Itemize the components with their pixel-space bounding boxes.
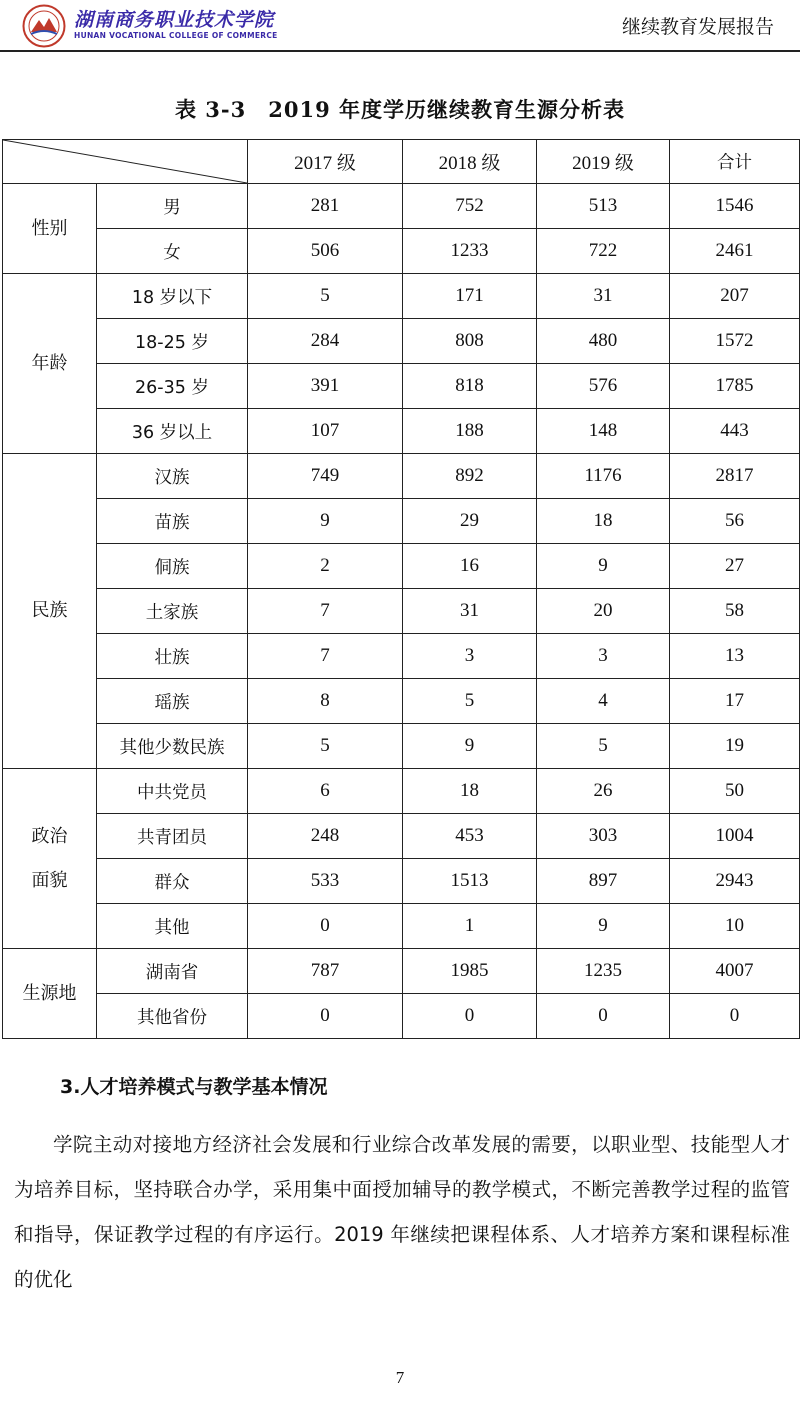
value-cell: 9: [537, 544, 670, 589]
value-cell: 31: [403, 589, 537, 634]
table-row: [3, 499, 800, 544]
value-cell: 897: [537, 859, 670, 904]
value-cell: 5: [248, 724, 403, 769]
group-label: 性别: [31, 217, 68, 239]
value-cell: 752: [403, 184, 537, 229]
table-row: [3, 364, 800, 409]
value-cell: 1546: [670, 184, 800, 229]
diagonal-line: [3, 140, 247, 183]
school-name-en: HUNAN VOCATIONAL COLLEGE OF COMMERCE: [74, 31, 278, 40]
value-cell: 50: [670, 769, 800, 814]
value-cell: 5: [248, 274, 403, 319]
value-cell: 4: [537, 679, 670, 724]
table-row: [3, 319, 800, 364]
report-title: 继续教育发展报告: [621, 16, 774, 38]
value-cell: 20: [537, 589, 670, 634]
value-cell: 0: [248, 904, 403, 949]
row-label-cell: 土家族: [97, 589, 248, 634]
value-cell: 171: [403, 274, 537, 319]
row-label-cell: 男: [97, 184, 248, 229]
value-cell: 18: [403, 769, 537, 814]
table-row: [3, 724, 800, 769]
value-cell: 7: [248, 589, 403, 634]
group-label-cell: [3, 274, 97, 454]
table-row: [3, 544, 800, 589]
value-cell: 5: [403, 679, 537, 724]
school-name-cn: 湖南商务职业技术学院: [74, 9, 275, 31]
value-cell: 2: [248, 544, 403, 589]
group-label-cell: [3, 184, 97, 274]
row-label-cell: 瑶族: [97, 679, 248, 724]
page-number: 7: [395, 1368, 405, 1387]
value-cell: 1004: [670, 814, 800, 859]
value-cell: 56: [670, 499, 800, 544]
table-row: [3, 184, 800, 229]
diagonal-corner-cell: [3, 140, 248, 184]
value-cell: 391: [248, 364, 403, 409]
value-cell: 107: [248, 409, 403, 454]
table-row: [3, 454, 800, 499]
table-row: [3, 589, 800, 634]
value-cell: 148: [537, 409, 670, 454]
row-label-cell: 共青团员: [97, 814, 248, 859]
value-cell: 284: [248, 319, 403, 364]
column-header: 2018 级: [403, 140, 537, 184]
row-label-cell: 侗族: [97, 544, 248, 589]
group-label-cell: [3, 949, 97, 1039]
column-header: 2017 级: [248, 140, 403, 184]
value-cell: 892: [403, 454, 537, 499]
value-cell: 1176: [537, 454, 670, 499]
table-row: [3, 634, 800, 679]
group-label-cell: [3, 454, 97, 769]
table-row: [3, 679, 800, 724]
value-cell: 1572: [670, 319, 800, 364]
value-cell: 722: [537, 229, 670, 274]
row-label-cell: 壮族: [97, 634, 248, 679]
value-cell: 506: [248, 229, 403, 274]
value-cell: 533: [248, 859, 403, 904]
student-source-table: [2, 139, 800, 1039]
value-cell: 16: [403, 544, 537, 589]
value-cell: 8: [248, 679, 403, 724]
value-cell: 1: [403, 904, 537, 949]
row-label-cell: 湖南省: [97, 949, 248, 994]
value-cell: 787: [248, 949, 403, 994]
value-cell: 1235: [537, 949, 670, 994]
value-cell: 281: [248, 184, 403, 229]
row-label-cell: 其他少数民族: [97, 724, 248, 769]
column-header: 合计: [670, 140, 800, 184]
value-cell: 576: [537, 364, 670, 409]
row-label-cell: 苗族: [97, 499, 248, 544]
value-cell: 19: [670, 724, 800, 769]
page-header: [0, 0, 800, 56]
row-label-cell: 其他省份: [97, 994, 248, 1039]
value-cell: 9: [403, 724, 537, 769]
value-cell: 3: [537, 634, 670, 679]
table-row: [3, 994, 800, 1039]
value-cell: 749: [248, 454, 403, 499]
value-cell: 0: [537, 994, 670, 1039]
row-label-cell: 18-25 岁: [97, 319, 248, 364]
value-cell: 1785: [670, 364, 800, 409]
row-label-cell: 其他: [97, 904, 248, 949]
header-divider: [0, 50, 800, 52]
value-cell: 0: [403, 994, 537, 1039]
value-cell: 443: [670, 409, 800, 454]
table-row: [3, 769, 800, 814]
value-cell: 1513: [403, 859, 537, 904]
value-cell: 10: [670, 904, 800, 949]
group-label-cell: [3, 769, 97, 949]
value-cell: 9: [537, 904, 670, 949]
table-title: 表 3-3 2019 年度学历继续教育生源分析表: [174, 97, 625, 122]
body-paragraph: 学院主动对接地方经济社会发展和行业综合改革发展的需要，以职业型、技能型人才为培养目标，坚持联合办学，采用集中面授加辅导的教学模式，不断完善教学过程的监管和指导，保证教学过程的有序运行。2019 年继续把课程体系、人才培养方案和课程标准的优化: [14, 1133, 790, 1291]
value-cell: 3: [403, 634, 537, 679]
row-label-cell: 中共党员: [97, 769, 248, 814]
value-cell: 6: [248, 769, 403, 814]
table-row: [3, 904, 800, 949]
value-cell: 58: [670, 589, 800, 634]
value-cell: 1985: [403, 949, 537, 994]
row-label-cell: 36 岁以上: [97, 409, 248, 454]
table-row: [3, 949, 800, 994]
value-cell: 9: [248, 499, 403, 544]
value-cell: 2943: [670, 859, 800, 904]
value-cell: 0: [670, 994, 800, 1039]
table-row: [3, 859, 800, 904]
table-row: [3, 409, 800, 454]
group-label: 面貌: [31, 869, 68, 891]
value-cell: 818: [403, 364, 537, 409]
school-seal-icon: [22, 4, 66, 48]
table-row: [3, 814, 800, 859]
table-row: [3, 274, 800, 319]
value-cell: 13: [670, 634, 800, 679]
row-label-cell: 女: [97, 229, 248, 274]
value-cell: 29: [403, 499, 537, 544]
group-label: 生源地: [22, 982, 77, 1004]
column-header: 2019 级: [537, 140, 670, 184]
group-label: 年龄: [31, 352, 68, 374]
row-label-cell: 26-35 岁: [97, 364, 248, 409]
value-cell: 5: [537, 724, 670, 769]
value-cell: 31: [537, 274, 670, 319]
group-label: 政治: [31, 825, 68, 847]
value-cell: 18: [537, 499, 670, 544]
table-header-row: [3, 140, 800, 184]
value-cell: 27: [670, 544, 800, 589]
value-cell: 188: [403, 409, 537, 454]
row-label-cell: 18 岁以下: [97, 274, 248, 319]
value-cell: 513: [537, 184, 670, 229]
value-cell: 207: [670, 274, 800, 319]
value-cell: 17: [670, 679, 800, 724]
row-label-cell: 汉族: [97, 454, 248, 499]
section-heading: 3.人才培养模式与教学基本情况: [60, 1076, 328, 1098]
value-cell: 4007: [670, 949, 800, 994]
value-cell: 2817: [670, 454, 800, 499]
value-cell: 0: [248, 994, 403, 1039]
table-row: [3, 229, 800, 274]
group-label: 民族: [31, 600, 68, 621]
value-cell: 248: [248, 814, 403, 859]
value-cell: 7: [248, 634, 403, 679]
value-cell: 808: [403, 319, 537, 364]
value-cell: 303: [537, 814, 670, 859]
value-cell: 1233: [403, 229, 537, 274]
row-label-cell: 群众: [97, 859, 248, 904]
value-cell: 453: [403, 814, 537, 859]
value-cell: 26: [537, 769, 670, 814]
value-cell: 2461: [670, 229, 800, 274]
value-cell: 480: [537, 319, 670, 364]
